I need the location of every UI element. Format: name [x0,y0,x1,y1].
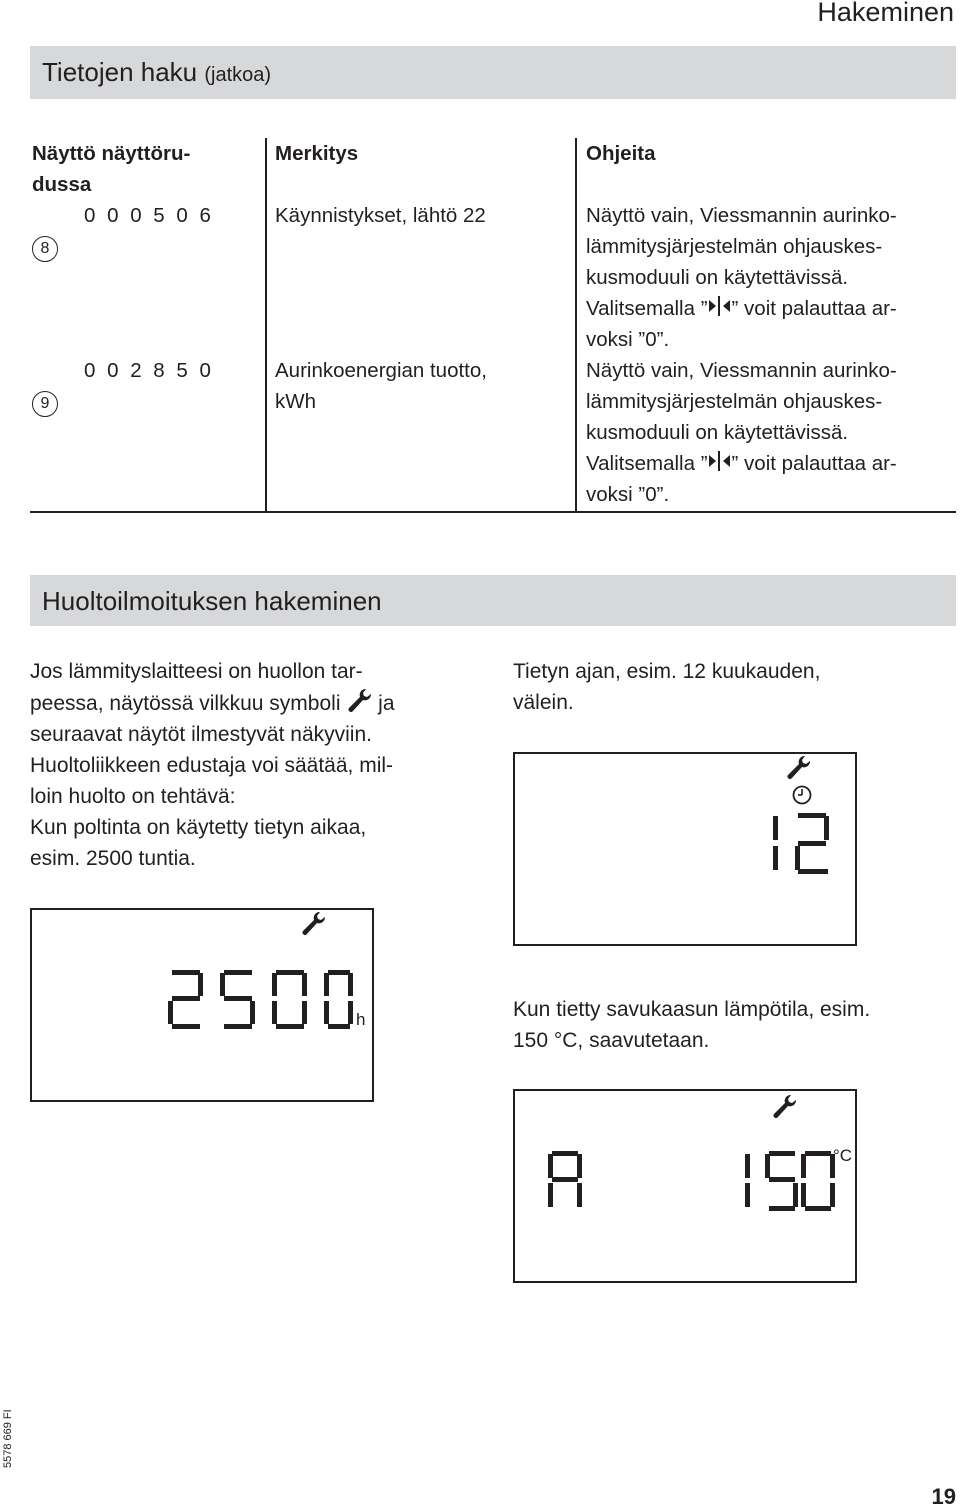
unit-label: h [356,1010,366,1029]
interval-text: Tietyn ajan, esim. 12 kuukauden, välein. [513,660,821,714]
seg-digit-2 [795,813,829,874]
lcd-segments [515,1091,855,1281]
display-value: 0 0 2 8 5 0 [84,359,214,382]
seg-digit-1 [773,816,778,870]
flue-gas-text: Kun tietty savukaasun lämpötila, esim. 150 °C, saavutetaan. [513,998,871,1052]
table-row [30,355,956,512]
display-cell [30,200,266,355]
display-value: 0 0 0 5 0 6 [84,204,214,227]
circled-number-icon: 9 [32,391,58,417]
column-header-meaning: Merkitys [266,138,576,200]
table-row [30,200,956,355]
meaning-cell: Käynnistykset, lähtö 22 [266,200,576,355]
section-tietojen-haku [30,46,956,99]
column-header-display: Näyttö näyttöru- dussa [32,142,191,196]
unit-label: °C [833,1146,853,1165]
lcd-segments [32,910,372,1100]
document-code: 5578 669 FI [2,1409,14,1468]
instructions-cell: Näyttö vain, Viessmannin aurinko- lämmitysjärjestelmän ohjauskes- kusmoduuli on käytettävissä. Valitsemalla ” ” voit palauttaa ar- voksi ”0”. [576,200,956,355]
instructions-cell: Näyttö vain, Viessmannin aurinko- lämmitysjärjestelmän ohjauskes- kusmoduuli on käytettävissä. Valitsemalla ” ” voit palauttaa ar- voksi ”0”. [576,355,956,512]
lcd-segments [515,754,855,944]
circled-number-icon: 8 [32,236,58,262]
data-table [30,138,956,513]
seg-digit-0 [272,970,307,1029]
seg-digit-5 [220,970,255,1029]
wrench-icon [303,912,326,935]
seg-digit-0 [324,970,353,1029]
column-header-instructions: Ohjeita [576,138,956,200]
service-intro-text: Jos lämmityslaitteesi on huollon tar- peessa, näytössä vilkkuu symboli ja seuraavat näytöt ilmestyvät näkyviin. Huoltoliikkeen edustaja voi säätää, mil- loin huolto on tehtävä: Kun poltinta on käytetty tietyn aikaa, esim. 2500 tuntia. [30,660,395,870]
reset-buttons-icon [708,449,732,473]
wrench-icon [774,1095,797,1118]
seg-digit-0 [801,1151,835,1211]
page-header-title: Hakeminen [817,0,954,27]
seg-letter-a [548,1151,582,1207]
section-huoltoilmoitus [30,575,956,626]
page-number: 19 [931,1484,956,1509]
wrench-icon [788,756,811,779]
section-title: Huoltoilmoituksen hakeminen [42,586,382,616]
reset-buttons-icon [708,294,732,318]
lcd-display-hours [30,908,374,1102]
lcd-display-interval [513,752,857,946]
seg-digit-2 [168,970,203,1029]
display-cell [30,355,266,512]
section-title: Tietojen haku (jatkoa) [42,57,272,87]
seg-digit-5 [765,1151,798,1211]
wrench-icon [346,687,372,713]
lcd-display-temperature [513,1089,857,1283]
clock-icon [794,787,811,804]
meaning-cell: Aurinkoenergian tuotto, kWh [266,355,576,512]
table-header-row [30,138,956,200]
seg-digit-1 [745,1154,750,1207]
